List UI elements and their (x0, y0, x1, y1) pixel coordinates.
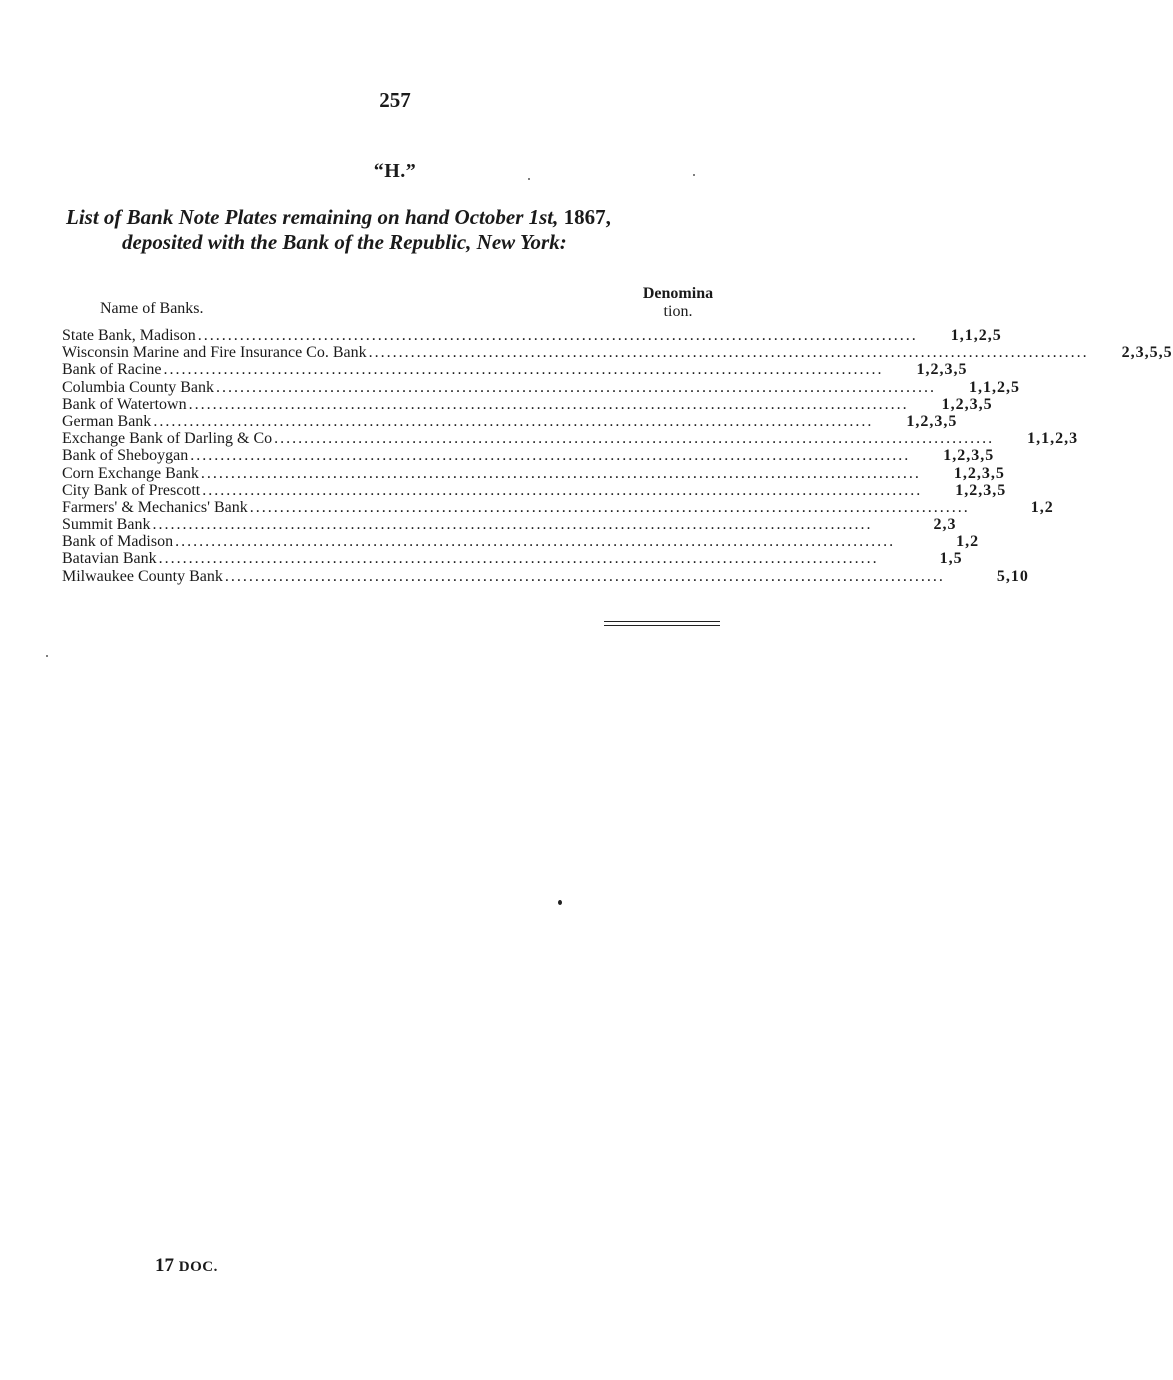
leader-dots: ........................................................................................................................ (188, 395, 909, 413)
bank-name: Wisconsin Marine and Fire Insurance Co. Bank (62, 344, 367, 362)
leader-dots: ........................................................................................................................ (190, 447, 911, 465)
bank-name: Exchange Bank of Darling & Co (62, 430, 273, 448)
bank-denomination: 1,2,3,5 (916, 361, 968, 379)
bank-name: City Bank of Prescott (62, 481, 201, 499)
table-row (62, 447, 995, 465)
bank-name: Bank of Sheboygan (62, 447, 189, 465)
table-row (62, 498, 1054, 516)
table-row (62, 412, 958, 430)
leader-dots: ........................................................................................................................ (158, 550, 879, 568)
bank-denomination: 1,2 (1030, 498, 1054, 516)
title-line-2: deposited with the Bank of the Republic, New York: (122, 230, 567, 254)
table-row (62, 464, 1005, 482)
bank-denomination: 1,2,3,5 (955, 481, 1007, 499)
footer-signature (155, 1255, 218, 1277)
bank-denomination: 1,2,3,5 (941, 395, 993, 413)
bank-name: Milwaukee County Bank (62, 567, 223, 585)
denomination-header-line-2: tion. (663, 303, 693, 320)
table-row (62, 481, 1007, 499)
leader-dots: ........................................................................................................................ (152, 516, 873, 534)
bank-name: German Bank (62, 412, 152, 430)
bank-denomination: 1,2,3,5 (906, 412, 958, 430)
denomination-column-header (628, 285, 728, 321)
bank-denomination: 1,1,2,5 (950, 327, 1002, 344)
print-speck (46, 655, 48, 657)
bank-denomination: 1,2,3,5 (953, 464, 1005, 482)
table-row (62, 327, 1002, 344)
footer-number: 17 (155, 1255, 174, 1276)
name-column-header: Name of Banks. (100, 300, 204, 317)
bank-name: Bank of Madison (62, 533, 174, 551)
leader-dots: ........................................................................................................................ (274, 430, 995, 448)
denomination-header-line-1: Denomina (642, 285, 714, 302)
leader-dots: ........................................................................................................................ (163, 361, 884, 379)
leader-dots: ........................................................................................................................ (216, 378, 936, 396)
table-row (62, 395, 993, 413)
bank-name: State Bank, Madison (62, 327, 196, 344)
section-mark: “H.” (373, 160, 417, 182)
leader-dots: ........................................................................................................................ (197, 327, 918, 344)
table-row (62, 361, 968, 379)
print-speck (528, 178, 530, 180)
print-speck (558, 900, 562, 905)
leader-dots: ........................................................................................................................ (368, 344, 1089, 362)
table-row (62, 550, 963, 568)
table-row (62, 430, 1079, 448)
double-rule (604, 621, 720, 626)
leader-dots: ........................................................................................................................ (175, 533, 896, 551)
bank-denomination: 1,5 (939, 550, 963, 568)
bank-denomination: 1,1,2,3 (1027, 430, 1079, 448)
table-row (62, 567, 1029, 585)
bank-denomination: 2,3 (933, 516, 957, 534)
bank-denomination: 2,3,5,5 (1121, 344, 1173, 362)
bank-name: Batavian Bank (62, 550, 157, 568)
title-year: 1867, (563, 205, 611, 229)
leader-dots: ........................................................................................................................ (249, 498, 970, 516)
title-line-1-text: List of Bank Note Plates remaining on hand October 1st, (66, 205, 559, 229)
table-row (62, 378, 1020, 396)
bank-name: Bank of Watertown (62, 395, 187, 413)
bank-denomination: 5,10 (996, 567, 1029, 585)
bank-name: Corn Exchange Bank (62, 464, 199, 482)
title-line-1 (66, 205, 726, 230)
table-row (62, 516, 957, 534)
footer-label: DOC. (178, 1259, 218, 1275)
print-speck (693, 174, 695, 176)
page-number: 257 (379, 88, 411, 112)
bank-name: Bank of Racine (62, 361, 162, 379)
leader-dots: ........................................................................................................................ (153, 412, 874, 430)
bank-denomination: 1,1,2,5 (969, 378, 1020, 396)
bank-list (62, 327, 1173, 585)
leader-dots: ........................................................................................................................ (200, 464, 921, 482)
bank-name: Columbia County Bank (62, 378, 214, 396)
bank-denomination: 1,2,3,5 (943, 447, 995, 465)
document-title (66, 205, 726, 255)
table-row (62, 533, 980, 551)
bank-denomination: 1,2 (956, 533, 980, 551)
leader-dots: ........................................................................................................................ (202, 481, 923, 499)
bank-name: Farmers' & Mechanics' Bank (62, 498, 248, 516)
bank-name: Summit Bank (62, 516, 151, 534)
table-row (62, 344, 1173, 362)
leader-dots: ........................................................................................................................ (224, 567, 945, 585)
